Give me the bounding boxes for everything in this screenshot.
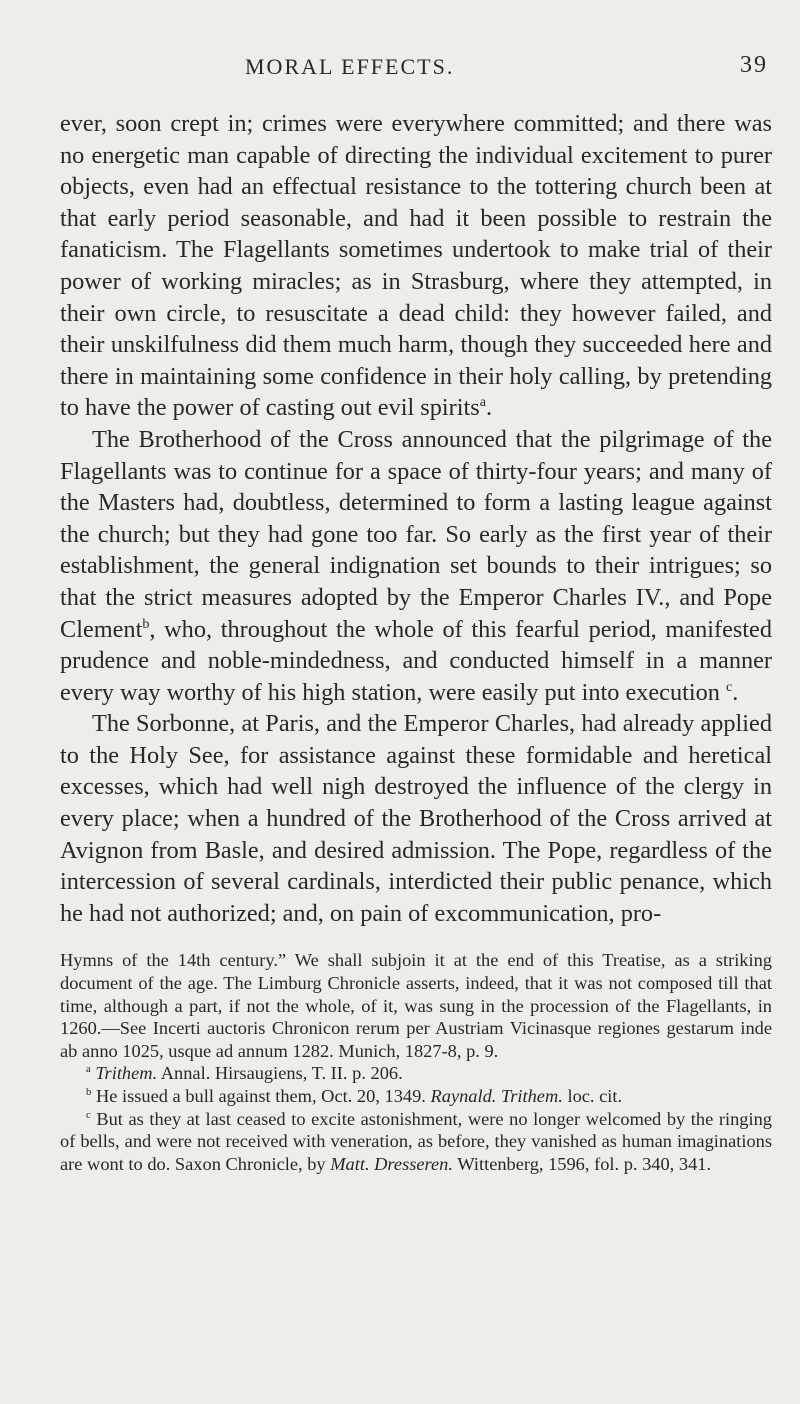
footnote-ref-b: b — [142, 615, 150, 632]
footnote-c-text: But as they at last ceased to excite astonishment, were no longer welcomed by the ringing of bells, and were not received with veneration, as before, they vanished as human imaginations are wont to do. Saxon Chronicle, by — [60, 1108, 772, 1174]
footnote-b-loc: loc. cit. — [567, 1086, 623, 1106]
footnote-b-author-1: Raynald. — [430, 1086, 497, 1106]
footnote-a — [60, 1062, 772, 1085]
paragraph-2 — [60, 424, 772, 708]
footnote-c-tail: Wittenberg, 1596, fol. p. 340, 341. — [457, 1153, 712, 1174]
footnote-c-mark: c — [86, 1108, 91, 1121]
footnote-c-author: Matt. Dresseren. — [330, 1153, 453, 1174]
footnote-a-text: Annal. Hirsaugiens, T. II. p. 206. — [160, 1063, 403, 1084]
paragraph-3-text: The Sorbonne, at Paris, and the Emperor Charles, had already applied to the Holy See, for assistance against these formidable and heretical excesses, which had well nigh destroyed the influence of the clergy in every place; when a hundred of the Brotherhood of the Cross arrived at Avignon from Basle, and desired admission. The Pope, regardless of the intercession of several cardinals, interdicted their public penance, which he had not authorized; and, on pain of excommunication, pro- — [60, 710, 772, 927]
page-number: 39 — [740, 52, 768, 78]
footnote-a-mark: a — [86, 1063, 91, 1076]
footnote-continued: Hymns of the 14th century.” We shall subjoin it at the end of this Treatise, as a striking document of the age. The Limburg Chronicle asserts, indeed, that it was not composed till that time, although a part, if not the whole, of it, was sung in the procession of the Flagellants, in 1260.—See Incerti auctoris Chronicon rerum per Austriam Vicinasque regiones gestarum inde ab anno 1025, usque ad annum 1282. Munich, 1827-8, p. 9. — [60, 950, 772, 1061]
running-head — [60, 48, 772, 88]
footnote-b-text: He issued a bull against them, Oct. 20, 1349. — [95, 1086, 426, 1106]
footnotes — [60, 949, 772, 1175]
footnote-ref-c: c — [726, 678, 733, 695]
book-page — [60, 48, 772, 1175]
paragraph-2-text-a: The Brotherhood of the Cross announced that the pilgrimage of the Flagellants was to continue for a space of thirty-four years; and many of the Masters had, doubtless, determined to form a lasting league against the church; but they had gone too far. So early as the first year of their establishment, the general indignation set bounds to their intrigues; so that the strict measures adopted by the Emperor Charles IV., and Pope Clement — [60, 425, 772, 643]
paragraph-1-text: ever, soon crept in; crimes were everywhere committed; and there was no energetic man capable of directing the individual excitement to purer objects, even had an effectual resistance to the tottering church been at that early period seasonable, and had it been possible to restrain the fanaticism. The Flagellants sometimes undertook to make trial of their power of working miracles; as in Strasburg, where they attempted, in their own circle, to resuscitate a dead child: they however failed, and their unskilfulness did them much harm, though they succeeded here and there in maintaining some confidence in their holy calling, by pretending to have the power of casting out evil spirits — [60, 110, 772, 422]
paragraph-3 — [60, 708, 772, 929]
footnote-a-author: Trithem. — [95, 1063, 158, 1084]
paragraph-1 — [60, 108, 772, 424]
paragraph-1-end: . — [485, 394, 493, 422]
running-title: MORAL EFFECTS. — [245, 54, 455, 79]
footnote-c — [60, 1108, 772, 1176]
footnote-b-author-2: Trithem. — [501, 1086, 563, 1106]
paragraph-2-text-b: , who, throughout the whole of this fearful period, manifested prudence and noble-mindedness, and conducted himself in a manner every way worthy of his high station, were easily put into execution — [60, 615, 772, 706]
body-text — [60, 108, 772, 929]
footnote-b-mark: b — [86, 1085, 92, 1098]
footnote-b — [60, 1085, 772, 1108]
paragraph-2-end: . — [732, 678, 739, 706]
footnote-ref-a: a — [479, 394, 486, 411]
